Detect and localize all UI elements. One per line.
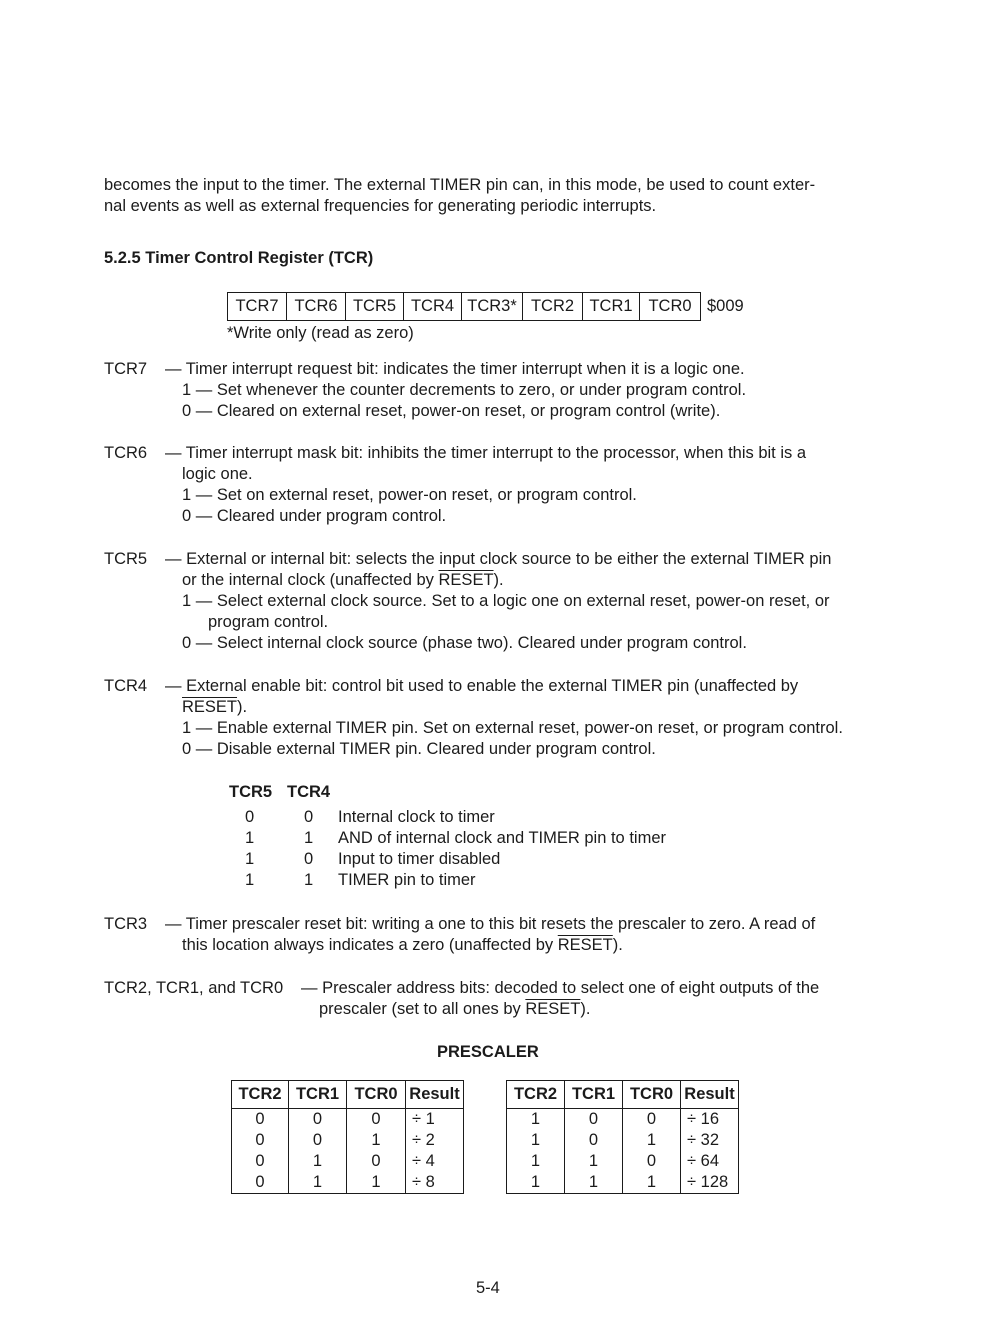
tcr210-label: TCR2, TCR1, and TCR0 [104,979,284,997]
table-cell: ÷ 16 [681,1109,739,1131]
column-header-result: Result [681,1081,739,1109]
table-cell: 0 [232,1109,289,1131]
mode-row-1-desc: Internal clock to timer [338,808,495,826]
register-bit-tcr2: TCR2 [523,293,583,320]
tcr4-description-1: — External enable bit: control bit used to enable the external TIMER pin (unaffected by [165,677,799,695]
table-header-row [507,1081,739,1109]
table-cell: 0 [232,1130,289,1151]
tcr7-description: — Timer interrupt request bit: indicates the timer interrupt when it is a logic one. [165,360,745,378]
mode-table-header-tcr5: TCR5 [229,783,273,801]
mode-row-4-tcr5: 1 [245,871,255,889]
table-row [507,1151,739,1172]
tcr4-label: TCR4 [104,677,148,695]
mode-row-3-tcr5: 1 [245,850,255,868]
table-cell: 1 [507,1130,565,1151]
intro-line-2: nal events as well as external frequencies for generating periodic interrupts. [104,197,657,215]
tcr5-description-2: or the internal clock (unaffected by RESET). [182,571,504,589]
tcr5-zero: 0 — Select internal clock source (phase two). Cleared under program control. [182,634,747,652]
table-cell: 0 [565,1130,623,1151]
register-diagram [227,292,701,321]
tcr7-zero: 0 — Cleared on external reset, power-on reset, or program control (write). [182,402,721,420]
table-cell: 0 [347,1151,406,1172]
table-row [232,1172,464,1194]
mode-row-2-tcr4: 1 [304,829,314,847]
table-cell: 1 [347,1130,406,1151]
tcr210-description-1: — Prescaler address bits: decoded to select one of eight outputs of the [301,979,820,997]
mode-row-2-desc: AND of internal clock and TIMER pin to timer [338,829,666,847]
column-header-tcr2: TCR2 [232,1081,289,1109]
register-bit-tcr7: TCR7 [228,293,287,320]
table-row [232,1109,464,1131]
table-cell: 1 [623,1130,681,1151]
mode-table-header-tcr4: TCR4 [287,783,331,801]
register-bit-tcr5: TCR5 [346,293,404,320]
table-cell: ÷ 32 [681,1130,739,1151]
table-row [232,1151,464,1172]
table-cell: ÷ 4 [406,1151,464,1172]
column-header-tcr0: TCR0 [347,1081,406,1109]
table-cell: ÷ 8 [406,1172,464,1194]
mode-row-4-desc: TIMER pin to timer [338,871,476,889]
tcr6-zero: 0 — Cleared under program control. [182,507,447,525]
register-bit-tcr6: TCR6 [287,293,346,320]
mode-row-4-tcr4: 1 [304,871,314,889]
table-cell: 1 [623,1172,681,1194]
table-cell: 1 [289,1172,347,1194]
table-cell: 1 [507,1151,565,1172]
table-cell: 0 [289,1130,347,1151]
table-cell: 1 [565,1172,623,1194]
prescaler-table-right [506,1080,739,1194]
tcr5-description-1: — External or internal bit: selects the input clock source to be either the external TIMER pin [165,550,832,568]
table-row [507,1109,739,1131]
tcr5-one-1: 1 — Select external clock source. Set to a logic one on external reset, power-on reset, or [182,592,830,610]
table-cell: 0 [232,1172,289,1194]
tcr210-description-2: prescaler (set to all ones by RESET). [319,1000,591,1018]
mode-row-3-desc: Input to timer disabled [338,850,501,868]
reset-signal: RESET [182,698,238,716]
tcr6-one: 1 — Set on external reset, power-on reset, or program control. [182,486,637,504]
column-header-tcr1: TCR1 [289,1081,347,1109]
column-header-result: Result [406,1081,464,1109]
table-header-row [232,1081,464,1109]
table-cell: 1 [507,1109,565,1131]
tcr5-one-2: program control. [208,613,329,631]
table-cell: 1 [507,1172,565,1194]
tcr6-label: TCR6 [104,444,148,462]
column-header-tcr0: TCR0 [623,1081,681,1109]
register-address: $009 [707,297,744,315]
table-row [232,1130,464,1151]
page-number: 5-4 [476,1279,500,1297]
reset-signal: RESET [557,936,613,954]
register-bit-tcr4: TCR4 [404,293,462,320]
table-cell: 0 [347,1109,406,1131]
table-cell: ÷ 64 [681,1151,739,1172]
mode-row-3-tcr4: 0 [304,850,314,868]
table-cell: 0 [623,1109,681,1131]
table-cell: ÷ 128 [681,1172,739,1194]
intro-line-1: becomes the input to the timer. The external TIMER pin can, in this mode, be used to count exter- [104,176,816,194]
table-row [507,1130,739,1151]
prescaler-table-left [231,1080,464,1194]
table-row [507,1172,739,1194]
reset-signal: RESET [438,571,494,589]
tcr5-label: TCR5 [104,550,148,568]
table-cell: 0 [232,1151,289,1172]
tcr4-description-2: RESET). [182,698,248,716]
tcr6-description-2: logic one. [182,465,253,483]
tcr3-description-2: this location always indicates a zero (unaffected by RESET). [182,936,623,954]
register-footnote: *Write only (read as zero) [227,324,414,342]
prescaler-title: PRESCALER [437,1043,539,1061]
mode-row-1-tcr4: 0 [304,808,314,826]
mode-row-1-tcr5: 0 [245,808,255,826]
tcr4-zero: 0 — Disable external TIMER pin. Cleared under program control. [182,740,656,758]
table-cell: ÷ 2 [406,1130,464,1151]
column-header-tcr1: TCR1 [565,1081,623,1109]
register-bit-tcr1: TCR1 [583,293,640,320]
register-bit-tcr0: TCR0 [648,297,692,315]
tcr3-label: TCR3 [104,915,148,933]
table-cell: ÷ 1 [406,1109,464,1131]
table-cell: 0 [289,1109,347,1131]
tcr7-one: 1 — Set whenever the counter decrements to zero, or under program control. [182,381,747,399]
table-cell: 1 [565,1151,623,1172]
table-cell: 1 [347,1172,406,1194]
tcr7-label: TCR7 [104,360,148,378]
table-cell: 0 [623,1151,681,1172]
table-cell: 0 [565,1109,623,1131]
tcr6-description-1: — Timer interrupt mask bit: inhibits the timer interrupt to the processor, when this bit is a [165,444,807,462]
mode-row-2-tcr5: 1 [245,829,255,847]
section-heading: 5.2.5 Timer Control Register (TCR) [104,249,374,267]
register-bit-tcr3: TCR3* [462,293,523,320]
table-cell: 1 [289,1151,347,1172]
reset-signal: RESET [525,1000,581,1018]
column-header-tcr2: TCR2 [507,1081,565,1109]
tcr3-description-1: — Timer prescaler reset bit: writing a one to this bit resets the prescaler to zero. A read of [165,915,816,933]
tcr4-one: 1 — Enable external TIMER pin. Set on external reset, power-on reset, or program control. [182,719,843,737]
